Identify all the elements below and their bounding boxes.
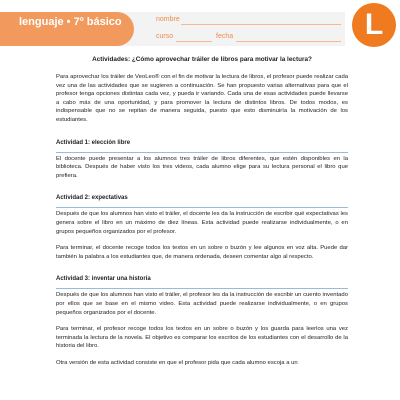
fecha-label: fecha bbox=[216, 33, 234, 40]
fecha-field[interactable] bbox=[236, 41, 341, 42]
subject-letter-badge bbox=[352, 3, 396, 47]
activity-3-heading: Actividad 3: inventar una historia bbox=[56, 276, 151, 283]
subject-label: lenguaje • 7º básico bbox=[19, 16, 122, 28]
activity-1-rule bbox=[56, 152, 348, 153]
document-title: Actividades: ¿Cómo aprovechar tráiler de libros para motivar la lectura? bbox=[92, 56, 312, 63]
nombre-label: nombre bbox=[156, 16, 180, 23]
activity-3-rule bbox=[56, 288, 348, 289]
activity-1-heading: Actividad 1: elección libre bbox=[56, 139, 131, 146]
activity-1-paragraph: El docente puede presentar a los alumnos tres tráiler de libros diferentes, que estén disponibles en la biblioteca. Después de haber visto los tres videos, cada alumno elige para su lectura personal el libro que prefiera. bbox=[56, 155, 348, 179]
activity-3-paragraph-1: Después de que los alumnos han visto el tráiler, el profesor les da la instrucción de escribir un cuento inventado por ellos que se base en el mismo video. Esta actividad puede realizarse individualmente, o en grupos pequeños organizados por el docente. bbox=[56, 292, 348, 316]
nombre-field[interactable] bbox=[181, 24, 341, 25]
curso-label: curso bbox=[156, 33, 174, 40]
activity-3-paragraph-3: Otra versión de esta actividad consiste en que el profesor pida que cada alumno escoja a un bbox=[56, 359, 298, 366]
activity-2-paragraph-1: Después de que los alumnos han visto el tráiler, el docente les da la instrucción de escribir qué expectativas les genera sobre el libro en un máximo de diez líneas. Esta actividad puede realizarse individualmente, o en grupos pequeños organizados por el profesor. bbox=[56, 211, 348, 235]
activity-2-paragraph-2: Para terminar, el docente recoge todos los textos en un sobre o buzón y lee algunos en voz alta. Puede dar también la palabra a los estudiantes que, de manera ordenada, deseen comentar algo al respecto. bbox=[56, 245, 348, 260]
activity-3-paragraph-2: Para terminar, el profesor recoge todos los textos en un sobre o buzón y los guarda para leerlos una vez terminada la lectura de la novela. El objetivo es comparar los escritos de los estudiantes con el desarrollo de la historia del libro. bbox=[56, 326, 348, 350]
intro-paragraph: Para aprovechar los tráiler de VeoLeo® con el fin de motivar la lectura de libros, el profesor puede realizar cada vez una de las actividades que se sugieren a continuación. Se han propuesto varias alternativas para que el profesor tenga opciones distintas cada vez, y pueda ir variando. Cada una de esas actividades puede llevarse a cabo más de una oportunidad, y para promover la lectura de distintos libros. De todos modos, es indispensable que no se repitan de manera seguida, puesto que esto disminuiría la motivación de los estudiantes. bbox=[56, 74, 348, 123]
document-body bbox=[56, 56, 348, 375]
activity-2-heading: Actividad 2: expectativas bbox=[56, 195, 128, 202]
activity-2-rule bbox=[56, 207, 348, 208]
badge-letter: L bbox=[364, 8, 384, 41]
curso-field[interactable] bbox=[176, 41, 212, 42]
worksheet-header bbox=[0, 0, 400, 58]
